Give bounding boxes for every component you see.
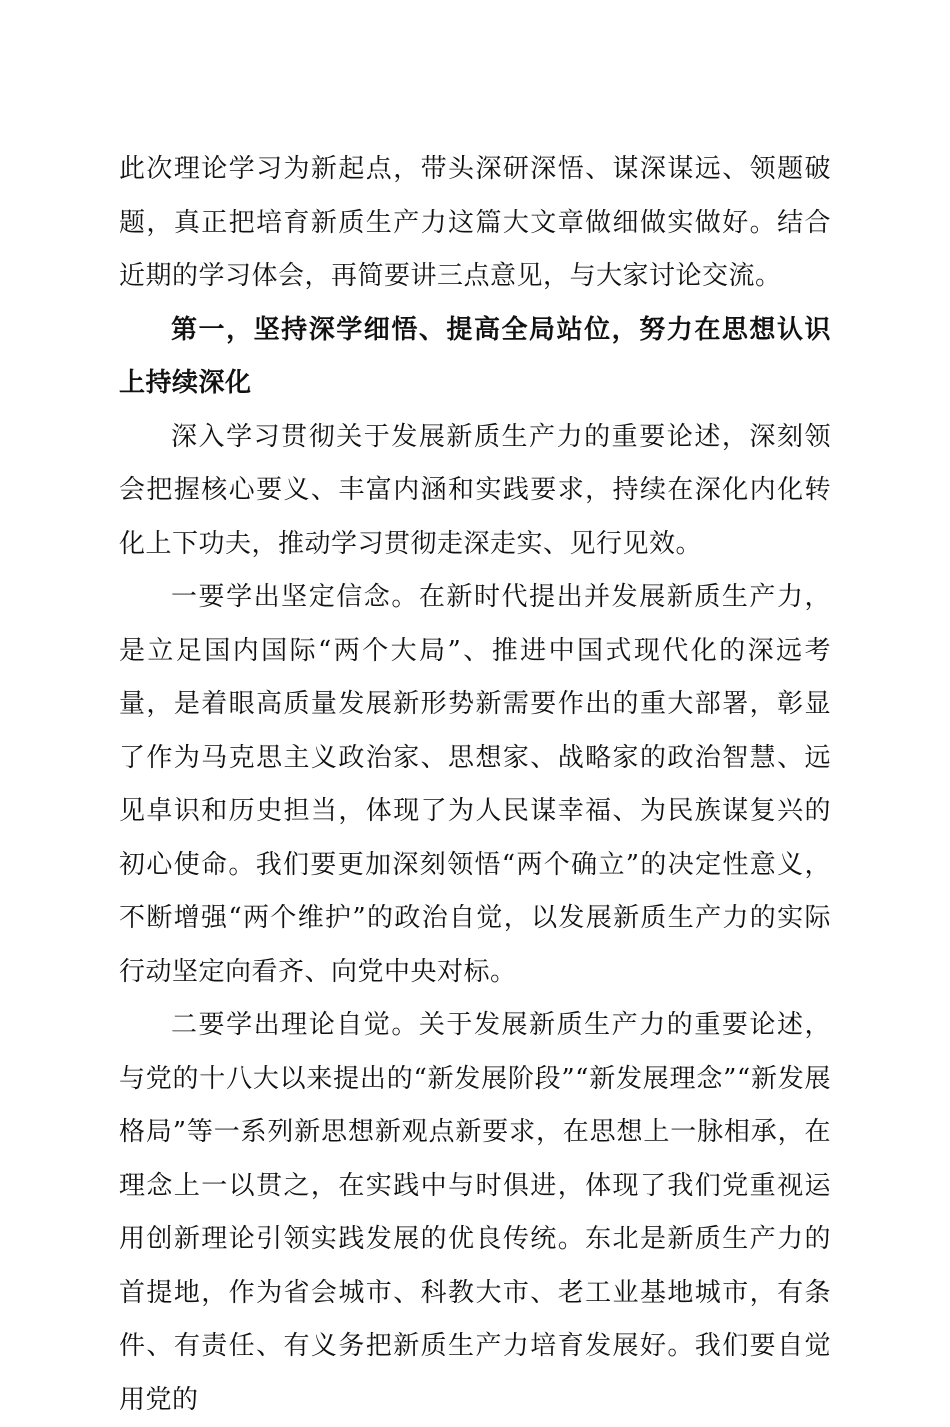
paragraph-continuation: 此次理论学习为新起点，带头深研深悟、谋深谋远、领题破题，真正把培育新质生产力这篇大文章做细做实做好。结合近期的学习体会，再简要讲三点意见，与大家讨论交流。: [119, 154, 831, 291]
paragraph-intro: 深入学习贯彻关于发展新质生产力的重要论述，深刻领会把握核心要义、丰富内涵和实践要求，持续在深化内化转化上下功夫，推动学习贯彻走深走实、见行见效。: [119, 421, 831, 559]
section-heading: 第一，坚持深学细悟、提高全局站位，努力在思想认识上持续深化: [119, 314, 831, 398]
paragraph-point-one: 一要学出坚定信念。在新时代提出并发展新质生产力，是立足国内国际“两个大局”、推进中国式现代化的深远考量，是着眼高质量发展新形势新需要作出的重大部署，彰显了作为马克思主义政治家、思想家、战略家的政治智慧、远见卓识和历史担当，体现了为人民谋幸福、为民族谋复兴的初心使命。我们要更加深刻领悟“两个确立”的决定性意义，不断增强“两个维护”的政治自觉，以发展新质生产力的实际行动坚定向看齐、向党中央对标。: [119, 582, 831, 987]
document-body: [119, 143, 831, 1427]
paragraph-point-two: 二要学出理论自觉。关于发展新质生产力的重要论述，与党的十八大以来提出的“新发展阶段”“新发展理念”“新发展格局”等一系列新思想新观点新要求，在思想上一脉相承，在理念上一以贯之，在实践中与时俱进，体现了我们党重视运用创新理论引领实践发展的优良传统。东北是新质生产力的首提地，作为省会城市、科教大市、老工业基地城市，有条件、有责任、有义务把新质生产力培育发展好。我们要自觉用党的: [119, 1010, 831, 1415]
